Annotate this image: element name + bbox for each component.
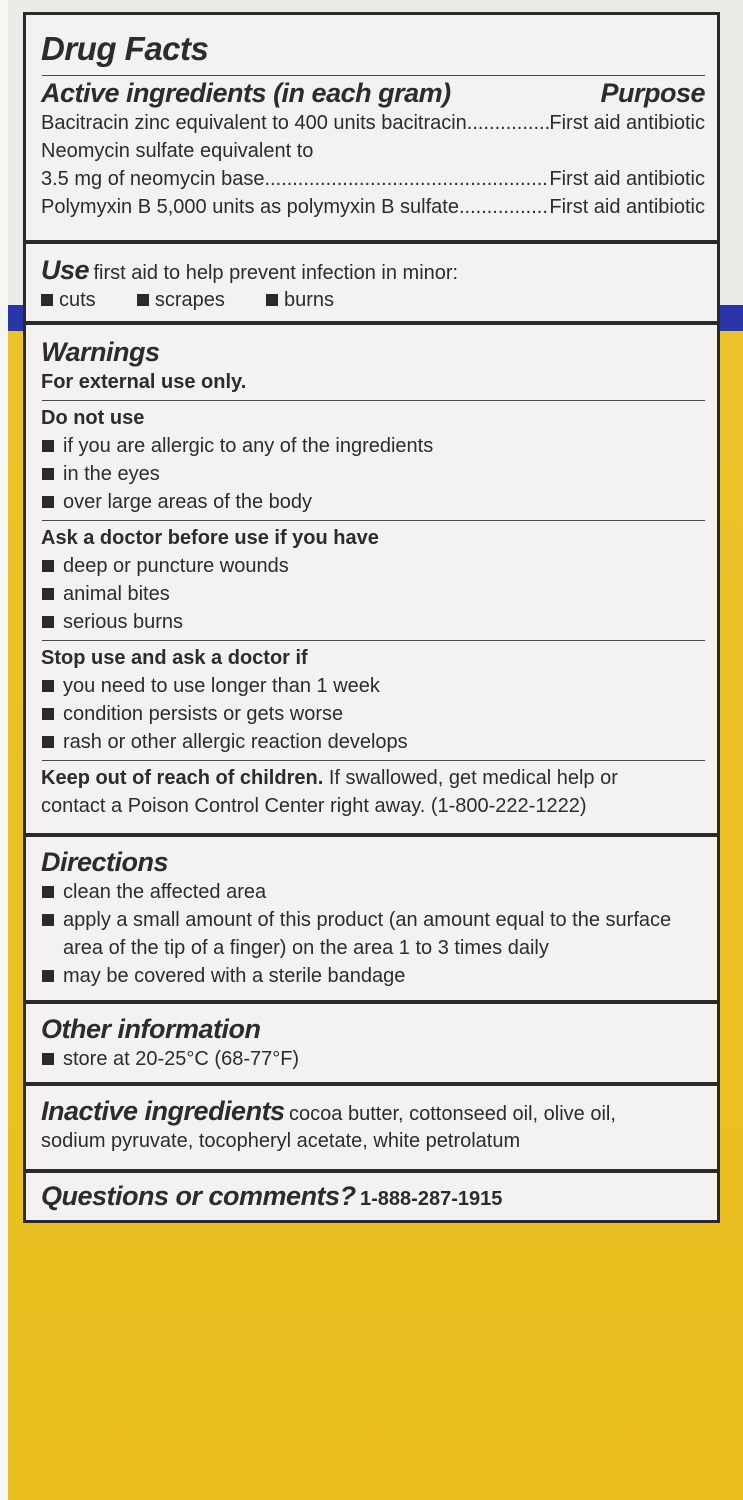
ingredient-name-line1: Neomycin sulfate equivalent to — [41, 140, 314, 162]
warning-item: over large areas of the body — [41, 488, 705, 516]
keep-out-bold: Keep out of reach of children. — [41, 767, 324, 789]
bullet-icon — [42, 708, 54, 720]
stop-use-heading: Stop use and ask a doctor if — [41, 647, 308, 669]
directions-heading: Directions — [41, 847, 169, 877]
do-not-use-heading: Do not use — [41, 407, 145, 429]
bullet-icon — [42, 914, 54, 926]
ask-doctor-heading: Ask a doctor before use if you have — [41, 527, 379, 549]
section-separator — [26, 1169, 717, 1173]
bullet-icon — [42, 440, 54, 452]
other-item: store at 20-25°C (68-77°F) — [41, 1045, 705, 1073]
bullet-icon — [42, 970, 54, 982]
bullet-icon — [42, 1053, 54, 1065]
bullet-icon — [42, 588, 54, 600]
warning-item: in the eyes — [41, 460, 705, 488]
warning-item: if you are allergic to any of the ingredients — [41, 432, 705, 460]
bullet-icon — [42, 616, 54, 628]
warnings-rule — [42, 520, 705, 521]
section-separator — [26, 833, 717, 837]
use-item: cuts — [59, 289, 96, 311]
warning-item: deep or puncture wounds — [41, 552, 705, 580]
leader-dots — [459, 193, 549, 221]
bullet-icon — [266, 294, 278, 306]
leader-dots — [264, 165, 549, 193]
leader-dots — [467, 109, 550, 137]
warnings-rule — [42, 760, 705, 761]
section-separator — [26, 321, 717, 325]
warnings-heading: Warnings — [41, 337, 160, 367]
questions-line — [41, 1181, 705, 1212]
warning-item: condition persists or gets worse — [41, 700, 705, 728]
warnings-section — [26, 337, 717, 820]
questions-section — [26, 1181, 717, 1212]
inactive-line2: sodium pyruvate, tocopheryl acetate, white petrolatum — [41, 1130, 521, 1152]
ingredient-name: 3.5 mg of neomycin base — [41, 168, 265, 190]
use-items — [41, 286, 705, 314]
purpose-heading: Purpose — [600, 78, 705, 108]
other-information-heading: Other information — [41, 1014, 261, 1044]
keep-out-text: If swallowed, get medical help or — [323, 767, 618, 789]
external-use-text: For external use only. — [41, 371, 247, 393]
bullet-icon — [42, 468, 54, 480]
warnings-rule — [42, 400, 705, 401]
direction-item: apply a small amount of this product (an amount equal to the surface area of the tip of a finger) on the area 1 to 3 times daily — [41, 906, 683, 962]
drug-facts-panel — [23, 12, 720, 1223]
ingredient-purpose: First aid antibiotic — [549, 196, 705, 218]
drug-facts-title: Drug Facts — [41, 30, 209, 67]
ingredient-purpose: First aid antibiotic — [549, 168, 705, 190]
active-ingredients-header — [41, 78, 705, 109]
ingredient-row — [41, 165, 705, 193]
bullet-icon — [42, 496, 54, 508]
bullet-icon — [41, 294, 53, 306]
ingredient-name: Polymyxin B 5,000 units as polymyxin B sulfate — [41, 196, 459, 218]
inactive-ingredients-heading: Inactive ingredients — [41, 1096, 285, 1126]
use-item: burns — [283, 289, 334, 311]
other-information-section — [26, 1014, 717, 1073]
use-line — [41, 255, 705, 286]
packaging-left-edge — [0, 0, 8, 1500]
direction-item: may be covered with a sterile bandage — [41, 962, 705, 990]
keep-out-line — [41, 764, 705, 792]
use-text: first aid to help prevent infection in minor: — [93, 262, 459, 284]
bullet-icon — [42, 680, 54, 692]
use-section — [26, 255, 717, 314]
inactive-ingredients-section — [26, 1096, 717, 1155]
active-ingredients-section — [26, 30, 717, 221]
bullet-icon — [42, 886, 54, 898]
ingredient-purpose: First aid antibiotic — [549, 112, 705, 134]
questions-heading: Questions or comments? — [41, 1181, 356, 1211]
use-heading: Use — [41, 255, 90, 285]
bullet-icon — [42, 560, 54, 572]
title-rule — [42, 75, 705, 76]
keep-out-line2: contact a Poison Control Center right away. (1-800-222-1222) — [41, 795, 587, 817]
questions-phone: 1-888-287-1915 — [360, 1188, 503, 1210]
bullet-icon — [42, 736, 54, 748]
ingredient-row — [41, 109, 705, 137]
section-separator — [26, 1000, 717, 1004]
section-separator — [26, 240, 717, 244]
warning-item: serious burns — [41, 608, 705, 636]
section-separator — [26, 1082, 717, 1086]
active-ingredients-heading: Active ingredients (in each gram) — [41, 78, 451, 108]
directions-section — [26, 847, 717, 990]
use-item: scrapes — [154, 289, 225, 311]
bullet-icon — [137, 294, 149, 306]
inactive-text: cocoa butter, cottonseed oil, olive oil, — [289, 1103, 616, 1125]
inactive-line1 — [41, 1096, 705, 1127]
ingredient-name: Bacitracin zinc equivalent to 400 units bacitracin — [41, 112, 467, 134]
warning-item: rash or other allergic reaction develops — [41, 728, 705, 756]
warning-item: animal bites — [41, 580, 705, 608]
direction-item: clean the affected area — [41, 878, 705, 906]
warning-item: you need to use longer than 1 week — [41, 672, 705, 700]
ingredient-row — [41, 193, 705, 221]
warnings-rule — [42, 640, 705, 641]
